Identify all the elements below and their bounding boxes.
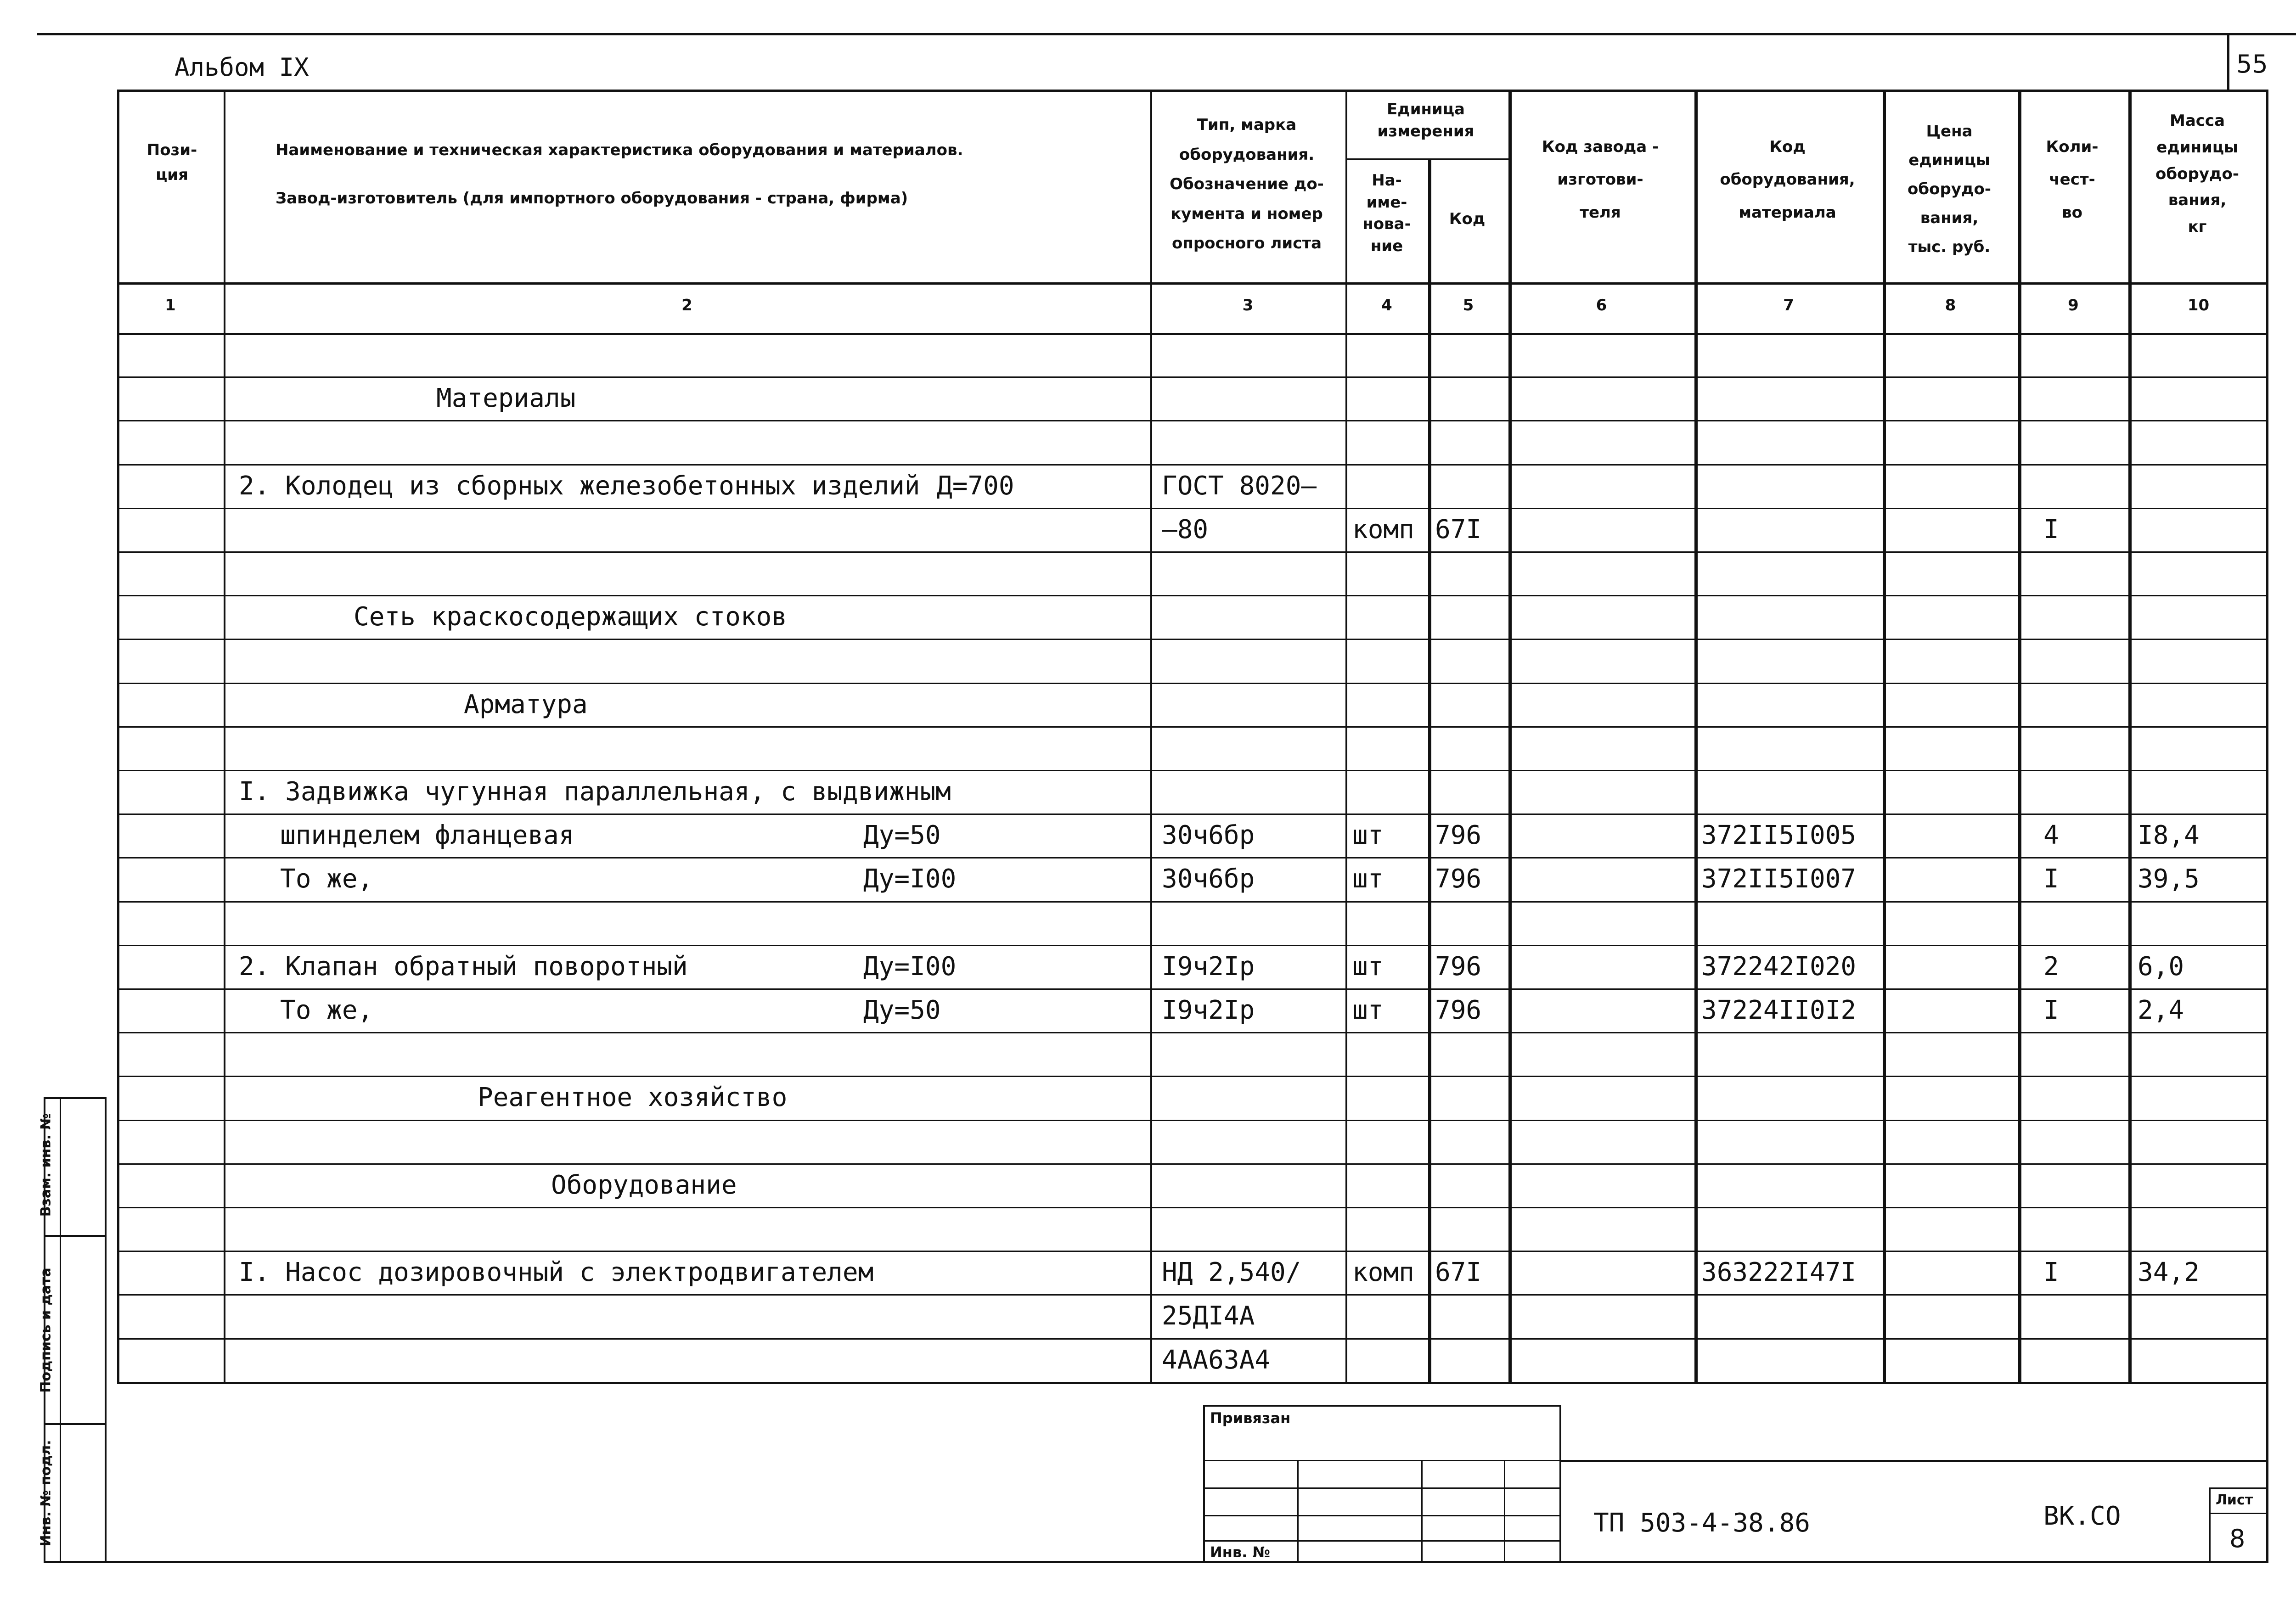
- item-unit-code: 67I: [1435, 1257, 1482, 1287]
- privyazan-row1: [1203, 1460, 1561, 1461]
- item-name: шпинделем фланцевая: [280, 820, 574, 850]
- column-number: 7: [1783, 296, 1794, 314]
- item-unit-name: шт: [1352, 864, 1384, 894]
- column-divider-1: [224, 90, 225, 1382]
- header-price: Цена единицы оборудо- вания, тыс. руб.: [1908, 122, 1991, 256]
- item-unit-name: комп: [1352, 1257, 1414, 1287]
- unit-group-divider: [1345, 158, 1508, 160]
- column-divider-9: [2128, 90, 2132, 1382]
- column-number: 4: [1381, 296, 1392, 314]
- item-unit-name: комп: [1352, 515, 1414, 544]
- title-block-top: [1559, 1460, 2268, 1462]
- item-unit-name: шт: [1352, 995, 1384, 1025]
- side-stamp-bottom: [44, 1561, 107, 1563]
- header-factory-code: Код завода - изготови- теля: [1542, 138, 1659, 222]
- row-line: [117, 726, 2268, 728]
- item-name: 2. Колодец из сборных железобетонных изделий: [239, 471, 920, 501]
- row-line: [117, 1032, 2268, 1033]
- header-position: Пози- ция: [146, 141, 197, 185]
- privyazan-col3: [1504, 1460, 1505, 1563]
- item-type: I9ч2Iр: [1162, 995, 1255, 1025]
- side-stamp-div1: [44, 1235, 107, 1237]
- item-equipment-code: 37224II0I2: [1701, 995, 1857, 1025]
- item-mass: 34,2: [2138, 1257, 2200, 1287]
- item-name: То же,: [280, 864, 373, 894]
- item-name: I. Задвижка чугунная параллельная, с выдвижным: [239, 777, 951, 807]
- column-number: 6: [1596, 296, 1607, 314]
- item-type: НД 2,540/: [1162, 1257, 1301, 1287]
- item-quantity: 4: [2043, 820, 2059, 850]
- album-title: Альбом IX: [174, 53, 309, 82]
- header-unit-name: На- име- нова- ние: [1362, 171, 1411, 255]
- item-unit-code: 796: [1435, 995, 1482, 1025]
- item-mass: 6,0: [2138, 952, 2184, 982]
- row-line: [117, 376, 2268, 378]
- item-name: 2. Клапан обратный поворотный: [239, 952, 688, 982]
- side-stamp-inv-podl: Инв. № подл.: [38, 1440, 54, 1547]
- item-name: Сеть краскосодержащих стоков: [354, 602, 788, 632]
- item-unit-code: 67I: [1435, 515, 1482, 544]
- row-line: [117, 1120, 2268, 1121]
- item-name: Материалы: [436, 383, 576, 413]
- item-unit-name: шт: [1352, 952, 1384, 982]
- row-line: [117, 945, 2268, 946]
- privyazan-col2: [1421, 1460, 1423, 1563]
- privyazan-col1: [1297, 1460, 1299, 1563]
- item-nominal-size: Д=700: [937, 471, 1014, 501]
- page-bottom-border: [107, 1561, 2268, 1563]
- item-equipment-code: 372242I020: [1701, 952, 1857, 982]
- item-unit-code: 796: [1435, 952, 1482, 982]
- row-line: [117, 901, 2268, 903]
- column-divider-3: [1345, 90, 1347, 1382]
- column-number: 9: [2068, 296, 2079, 314]
- privyazan-label: Привязан: [1210, 1409, 1291, 1427]
- row-line: [117, 683, 2268, 684]
- item-name: Реагентное хозяйство: [478, 1083, 788, 1112]
- row-line: [117, 551, 2268, 553]
- row-line: [117, 988, 2268, 990]
- row-line: [117, 1251, 2268, 1252]
- item-equipment-code: 363222I47I: [1701, 1257, 1857, 1287]
- item-name: То же,: [280, 995, 373, 1025]
- table-top-border: [117, 90, 2268, 92]
- item-nominal-size: Ду=I00: [863, 864, 957, 894]
- item-quantity: I: [2043, 995, 2059, 1025]
- privyazan-row3: [1203, 1515, 1561, 1516]
- document-mark: ВК.СО: [2043, 1501, 2121, 1531]
- page-number: 55: [2236, 50, 2268, 79]
- privyazan-row2: [1203, 1487, 1561, 1489]
- column-number: 8: [1945, 296, 1956, 314]
- item-nominal-size: Ду=I00: [863, 952, 957, 982]
- side-stamp-inner: [60, 1097, 61, 1563]
- privyazan-left: [1203, 1405, 1205, 1563]
- page-number-divider: [2227, 33, 2229, 90]
- privyazan-row4: [1203, 1540, 1561, 1542]
- row-line: [117, 1076, 2268, 1077]
- item-quantity: 2: [2043, 952, 2059, 982]
- header-name-line1: Наименование и техническая характеристика оборудования и материалов.: [276, 141, 963, 159]
- row-line: [117, 1163, 2268, 1165]
- item-quantity: I: [2043, 1257, 2059, 1287]
- row-line: [117, 1294, 2268, 1296]
- side-stamp-signature: Подпись и дата: [38, 1268, 54, 1393]
- item-type: –80: [1162, 515, 1209, 544]
- row-line: [117, 1207, 2268, 1208]
- item-quantity: I: [2043, 864, 2059, 894]
- header-unit-code: Код: [1449, 210, 1486, 228]
- header-quantity: Коли- чест- во: [2046, 138, 2099, 222]
- item-mass: 39,5: [2138, 864, 2200, 894]
- side-stamp-right: [105, 1097, 107, 1563]
- item-equipment-code: 372II5I007: [1701, 864, 1857, 894]
- column-number: 5: [1463, 296, 1474, 314]
- table-bottom-border: [117, 1382, 2268, 1384]
- privyazan-right: [1559, 1405, 1561, 1563]
- header-type: Тип, марка оборудования. Обозначение до- кумента и номер опросного листа: [1170, 116, 1324, 253]
- item-quantity: I: [2043, 515, 2059, 544]
- sheet-box-top: [2209, 1487, 2268, 1489]
- item-type: ГОСТ 8020–: [1162, 471, 1317, 501]
- item-type: I9ч2Iр: [1162, 952, 1255, 982]
- header-equipment-code: Код оборудования, материала: [1720, 138, 1855, 222]
- sheet-box-left: [2209, 1487, 2211, 1563]
- title-inv-no-label: Инв. №: [1210, 1543, 1270, 1561]
- sheet-box-mid: [2209, 1513, 2268, 1514]
- document-code: ТП 503-4-38.86: [1593, 1508, 1811, 1538]
- privyazan-top: [1203, 1405, 1561, 1407]
- column-number-bottom-line: [117, 333, 2268, 335]
- row-line: [117, 420, 2268, 421]
- sheet-number: 8: [2229, 1524, 2245, 1553]
- sheet-label: Лист: [2216, 1492, 2253, 1508]
- column-divider-6: [1694, 90, 1698, 1382]
- side-stamp-top: [44, 1097, 107, 1099]
- row-line: [117, 814, 2268, 815]
- item-name: I. Насос дозировочный с электродвигателем: [239, 1257, 874, 1287]
- item-nominal-size: Ду=50: [863, 995, 941, 1025]
- column-divider-8: [2018, 90, 2021, 1382]
- item-unit-code: 796: [1435, 820, 1482, 850]
- row-line: [117, 508, 2268, 509]
- side-stamp-div2: [44, 1423, 107, 1425]
- row-line: [117, 770, 2268, 771]
- item-type: 25ДI4А: [1162, 1301, 1255, 1331]
- header-unit-group: Единица измерения: [1377, 100, 1474, 140]
- item-name: Оборудование: [551, 1170, 737, 1200]
- row-line: [117, 595, 2268, 596]
- item-type: 30ч6бр: [1162, 864, 1255, 894]
- item-equipment-code: 372II5I005: [1701, 820, 1857, 850]
- top-border-line: [37, 33, 2296, 35]
- header-name-line2: Завод-изготовитель (для импортного оборудования - страна, фирма): [276, 189, 908, 208]
- item-mass: I8,4: [2138, 820, 2200, 850]
- column-divider-7: [1883, 90, 1886, 1382]
- column-divider-5: [1508, 90, 1512, 1382]
- row-line: [117, 1338, 2268, 1340]
- item-mass: 2,4: [2138, 995, 2184, 1025]
- item-unit-name: шт: [1352, 820, 1384, 850]
- item-type: 30ч6бр: [1162, 820, 1255, 850]
- side-stamp-inv-no: Взам. инв. №: [38, 1113, 54, 1217]
- column-divider-2: [1150, 90, 1152, 1382]
- column-number: 2: [681, 296, 692, 314]
- row-line: [117, 857, 2268, 858]
- header-mass: Масса единицы оборудо- вания, кг: [2155, 112, 2239, 236]
- column-number: 1: [165, 296, 176, 314]
- item-unit-code: 796: [1435, 864, 1482, 894]
- item-name: Арматура: [464, 690, 588, 719]
- row-line: [117, 464, 2268, 466]
- column-number: 3: [1242, 296, 1254, 314]
- column-number: 10: [2187, 296, 2210, 314]
- header-bottom-line: [117, 282, 2268, 285]
- item-type: 4АА63А4: [1162, 1345, 1271, 1375]
- item-nominal-size: Ду=50: [863, 820, 941, 850]
- row-line: [117, 639, 2268, 640]
